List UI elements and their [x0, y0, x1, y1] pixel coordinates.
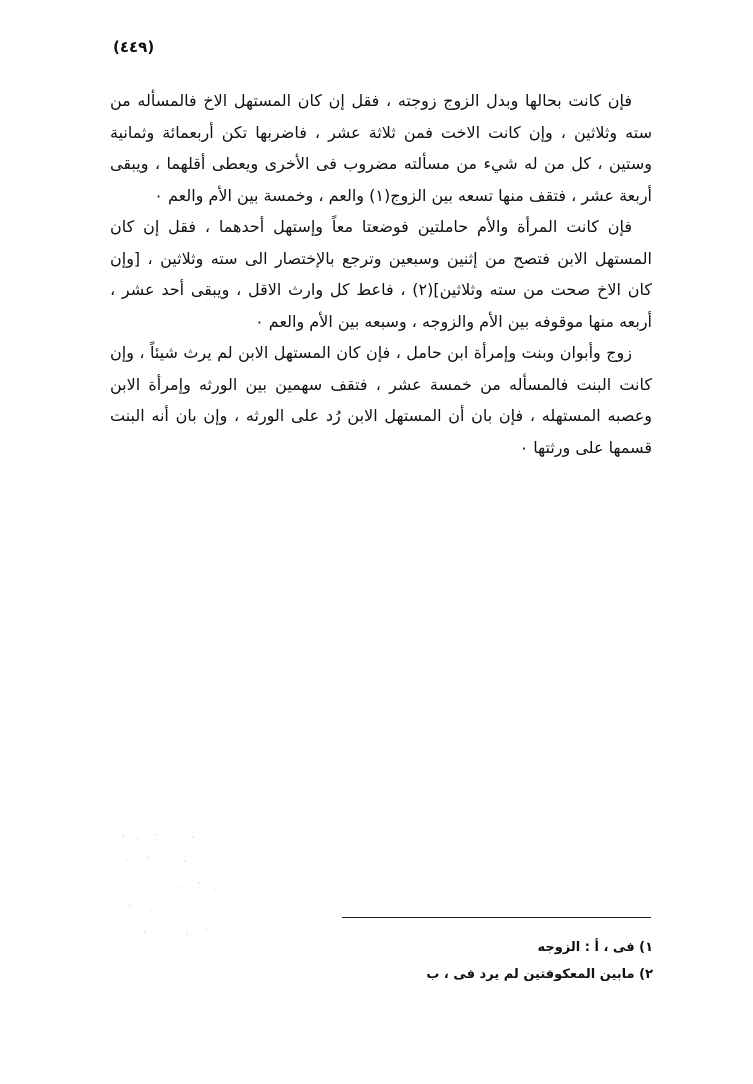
footnote-2: ٢) مابين المعكوفتين لم يرد فى ، ب	[426, 967, 653, 982]
paragraph-2: فإن كانت المرأة والأم حاملتين فوضعتا معاً وإستهل أحدهما ، فقل إن كان المستهل الابن فتصح من إثنين وسبعين وترجع بالإختصار الى سته وثلاثين ، [وإن كان الاخ صحت من سته وثلاثين](٢) ، فاعط كل وارث الاقل ، ويبقى أحد عشر ، أربعه منها موقوفه بين الأم والزوجه ، وسبعه بين الأم والعم ٠	[110, 217, 652, 331]
paragraph-3: زوج وأبوان وبنت وإمرأة ابن حامل ، فإن كان المستهل الابن لم يرث شيئاً ، وإن كانت البنت فالمسأله من خمسة عشر ، فتقف سهمين بين الورثه وإمرأة الابن وعصبه المستهله ، فإن بان أن المستهل الابن رُد على الورثه ، وإن بان أنه البنت قسمها على ورثتها ٠	[110, 343, 652, 457]
scan-noise-decoration	[115, 830, 225, 940]
paragraph-1: فإن كانت بحالها وبدل الزوج زوجته ، فقل إن كان المستهل الاخ فالمسأله من سته وثلاثين ، وإن كانت الاخت فمن ثلاثة عشر ، فاضربها تكن أربعمائة وثمانية وستين ، كل من له شيء من مسألته مضروب فى الأخرى ويعطى أقلهما ، ويبقى أربعة عشر ، فتقف منها تسعه بين الزوج(١) والعم ، وخمسة بين الأم والعم ٠	[110, 91, 652, 205]
footnotes	[293, 934, 653, 988]
footnote-separator	[342, 917, 651, 918]
footnote-1: ١) فى ، أ : الزوجه	[537, 940, 653, 955]
page-number: (٤٤٩)	[113, 38, 155, 56]
main-text	[110, 85, 652, 463]
